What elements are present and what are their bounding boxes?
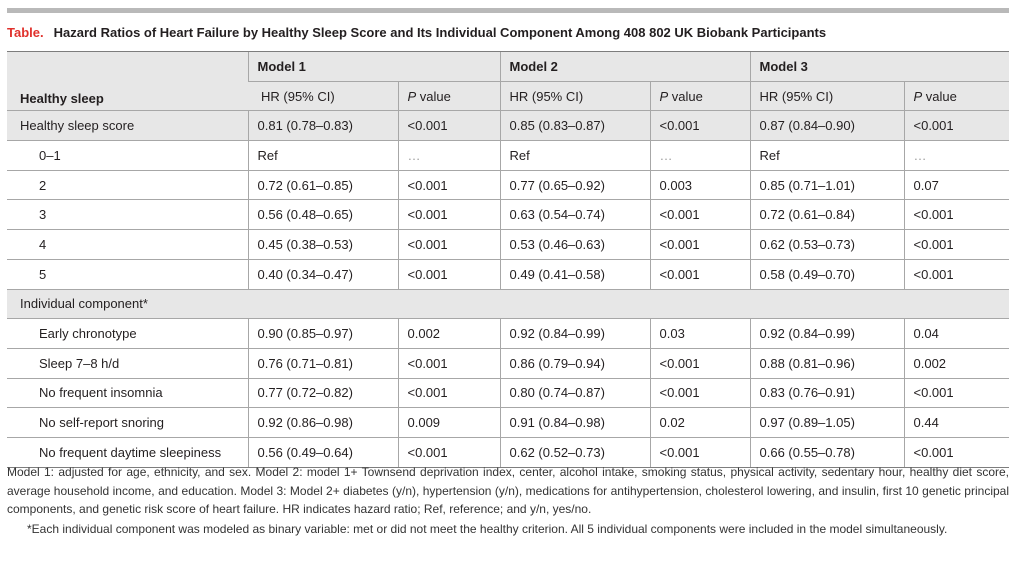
model-2-header: Model 2: [500, 52, 750, 82]
p-subheader: P value: [398, 81, 500, 111]
hr-cell: 0.83 (0.76–0.91): [750, 378, 904, 408]
hr-cell: 0.85 (0.83–0.87): [500, 111, 650, 141]
p-subheader: P value: [904, 81, 1009, 111]
p-value-cell: <0.001: [398, 259, 500, 289]
p-value-cell: 0.002: [398, 319, 500, 349]
hr-cell: 0.92 (0.86–0.98): [248, 408, 398, 438]
hr-cell: 0.72 (0.61–0.84): [750, 200, 904, 230]
p-value-cell: 0.44: [904, 408, 1009, 438]
table-row: [7, 289, 1009, 319]
table-row: [7, 230, 1009, 260]
table-row: [7, 170, 1009, 200]
row-label: 0–1: [7, 141, 248, 171]
p-value-cell: <0.001: [398, 111, 500, 141]
footnote-models: Model 1: adjusted for age, ethnicity, and sex. Model 2: model 1+ Townsend deprivation index, center, alcohol intake, smoking status, physical activity, sedentary hour, healthy diet score, average household income, and education. Model 3: Model 2+ diabetes (y/n), hypertension (y/n), medications for antihypertension, cholesterol lowering, and insulin, first 10 genetic principal components, and genetic risk score of heart failure. HR indicates hazard ratio; Ref, reference; and y/n, yes/no.: [7, 465, 1009, 516]
caption-label: Table.: [7, 25, 44, 40]
p-value-cell: <0.001: [650, 378, 750, 408]
hr-cell: 0.88 (0.81–0.96): [750, 348, 904, 378]
p-value-cell: <0.001: [650, 259, 750, 289]
p-value-cell: <0.001: [398, 230, 500, 260]
row-label: 4: [7, 230, 248, 260]
hr-cell: Ref: [248, 141, 398, 171]
row-label: 5: [7, 259, 248, 289]
row-label: Sleep 7–8 h/d: [7, 348, 248, 378]
row-header: Healthy sleep: [7, 52, 248, 111]
p-value-cell: 0.07: [904, 170, 1009, 200]
hr-cell: 0.91 (0.84–0.98): [500, 408, 650, 438]
hr-cell: 0.76 (0.71–0.81): [248, 348, 398, 378]
p-value-cell: <0.001: [904, 200, 1009, 230]
p-value-cell: <0.001: [398, 378, 500, 408]
hr-cell: 0.58 (0.49–0.70): [750, 259, 904, 289]
p-subheader: P value: [650, 81, 750, 111]
caption-title: Hazard Ratios of Heart Failure by Healthy Sleep Score and Its Individual Component Among 408 802 UK Biobank Participants: [53, 25, 827, 40]
model-header-row: [7, 52, 1009, 82]
hr-cell: 0.53 (0.46–0.63): [500, 230, 650, 260]
hr-cell: 0.66 (0.55–0.78): [750, 437, 904, 467]
p-value-cell: 0.02: [650, 408, 750, 438]
hr-cell: 0.77 (0.65–0.92): [500, 170, 650, 200]
row-label: No frequent insomnia: [7, 378, 248, 408]
p-value-cell: <0.001: [650, 437, 750, 467]
footnote-asterisk: *Each individual component was modeled as binary variable: met or did not meet the healthy criterion. All 5 individual components were included in the model simultaneously.: [27, 521, 948, 536]
table-row: [7, 141, 1009, 171]
p-value-cell: <0.001: [650, 348, 750, 378]
p-value-cell: <0.001: [904, 378, 1009, 408]
hazard-ratio-table: [7, 51, 1009, 468]
row-label: No self-report snoring: [7, 408, 248, 438]
table-caption: [7, 25, 826, 40]
hr-subheader: HR (95% CI): [248, 81, 398, 111]
p-value-cell: …: [398, 141, 500, 171]
hr-cell: 0.90 (0.85–0.97): [248, 319, 398, 349]
row-label: Early chronotype: [7, 319, 248, 349]
p-value-cell: <0.001: [650, 111, 750, 141]
hr-cell: 0.97 (0.89–1.05): [750, 408, 904, 438]
p-value-cell: <0.001: [904, 111, 1009, 141]
hr-subheader: HR (95% CI): [750, 81, 904, 111]
table-row: [7, 378, 1009, 408]
top-rule: [7, 8, 1009, 13]
p-value-cell: <0.001: [650, 200, 750, 230]
hr-cell: 0.40 (0.34–0.47): [248, 259, 398, 289]
row-label: 2: [7, 170, 248, 200]
hr-subheader: HR (95% CI): [500, 81, 650, 111]
hr-cell: 0.49 (0.41–0.58): [500, 259, 650, 289]
hr-cell: 0.45 (0.38–0.53): [248, 230, 398, 260]
table-row: [7, 319, 1009, 349]
model-1-header: Model 1: [248, 52, 500, 82]
row-label: No frequent daytime sleepiness: [7, 437, 248, 467]
hr-cell: 0.62 (0.53–0.73): [750, 230, 904, 260]
p-value-cell: <0.001: [904, 230, 1009, 260]
hr-cell: 0.62 (0.52–0.73): [500, 437, 650, 467]
p-value-cell: 0.009: [398, 408, 500, 438]
hr-cell: 0.92 (0.84–0.99): [750, 319, 904, 349]
hr-cell: 0.92 (0.84–0.99): [500, 319, 650, 349]
p-value-cell: 0.002: [904, 348, 1009, 378]
hr-cell: Ref: [500, 141, 650, 171]
hr-cell: Ref: [750, 141, 904, 171]
table-row: [7, 111, 1009, 141]
p-value-cell: <0.001: [650, 230, 750, 260]
p-value-cell: <0.001: [398, 348, 500, 378]
p-value-cell: …: [904, 141, 1009, 171]
hr-cell: 0.56 (0.49–0.64): [248, 437, 398, 467]
table-row: [7, 348, 1009, 378]
p-value-cell: <0.001: [904, 259, 1009, 289]
p-value-cell: <0.001: [398, 170, 500, 200]
table-row: [7, 200, 1009, 230]
row-label: 3: [7, 200, 248, 230]
hr-cell: 0.72 (0.61–0.85): [248, 170, 398, 200]
hr-cell: 0.63 (0.54–0.74): [500, 200, 650, 230]
table-row: [7, 259, 1009, 289]
row-label: Individual component*: [7, 289, 1009, 319]
p-value-cell: 0.03: [650, 319, 750, 349]
p-value-cell: 0.04: [904, 319, 1009, 349]
p-value-cell: <0.001: [398, 200, 500, 230]
row-label: Healthy sleep score: [7, 111, 248, 141]
hr-cell: 0.56 (0.48–0.65): [248, 200, 398, 230]
table-row: [7, 408, 1009, 438]
table-footnotes: [7, 463, 1009, 538]
hr-cell: 0.87 (0.84–0.90): [750, 111, 904, 141]
hr-cell: 0.86 (0.79–0.94): [500, 348, 650, 378]
p-value-cell: <0.001: [904, 437, 1009, 467]
hr-cell: 0.77 (0.72–0.82): [248, 378, 398, 408]
hr-cell: 0.85 (0.71–1.01): [750, 170, 904, 200]
model-3-header: Model 3: [750, 52, 1009, 82]
p-value-cell: …: [650, 141, 750, 171]
p-value-cell: 0.003: [650, 170, 750, 200]
hr-cell: 0.81 (0.78–0.83): [248, 111, 398, 141]
p-value-cell: <0.001: [398, 437, 500, 467]
hr-cell: 0.80 (0.74–0.87): [500, 378, 650, 408]
